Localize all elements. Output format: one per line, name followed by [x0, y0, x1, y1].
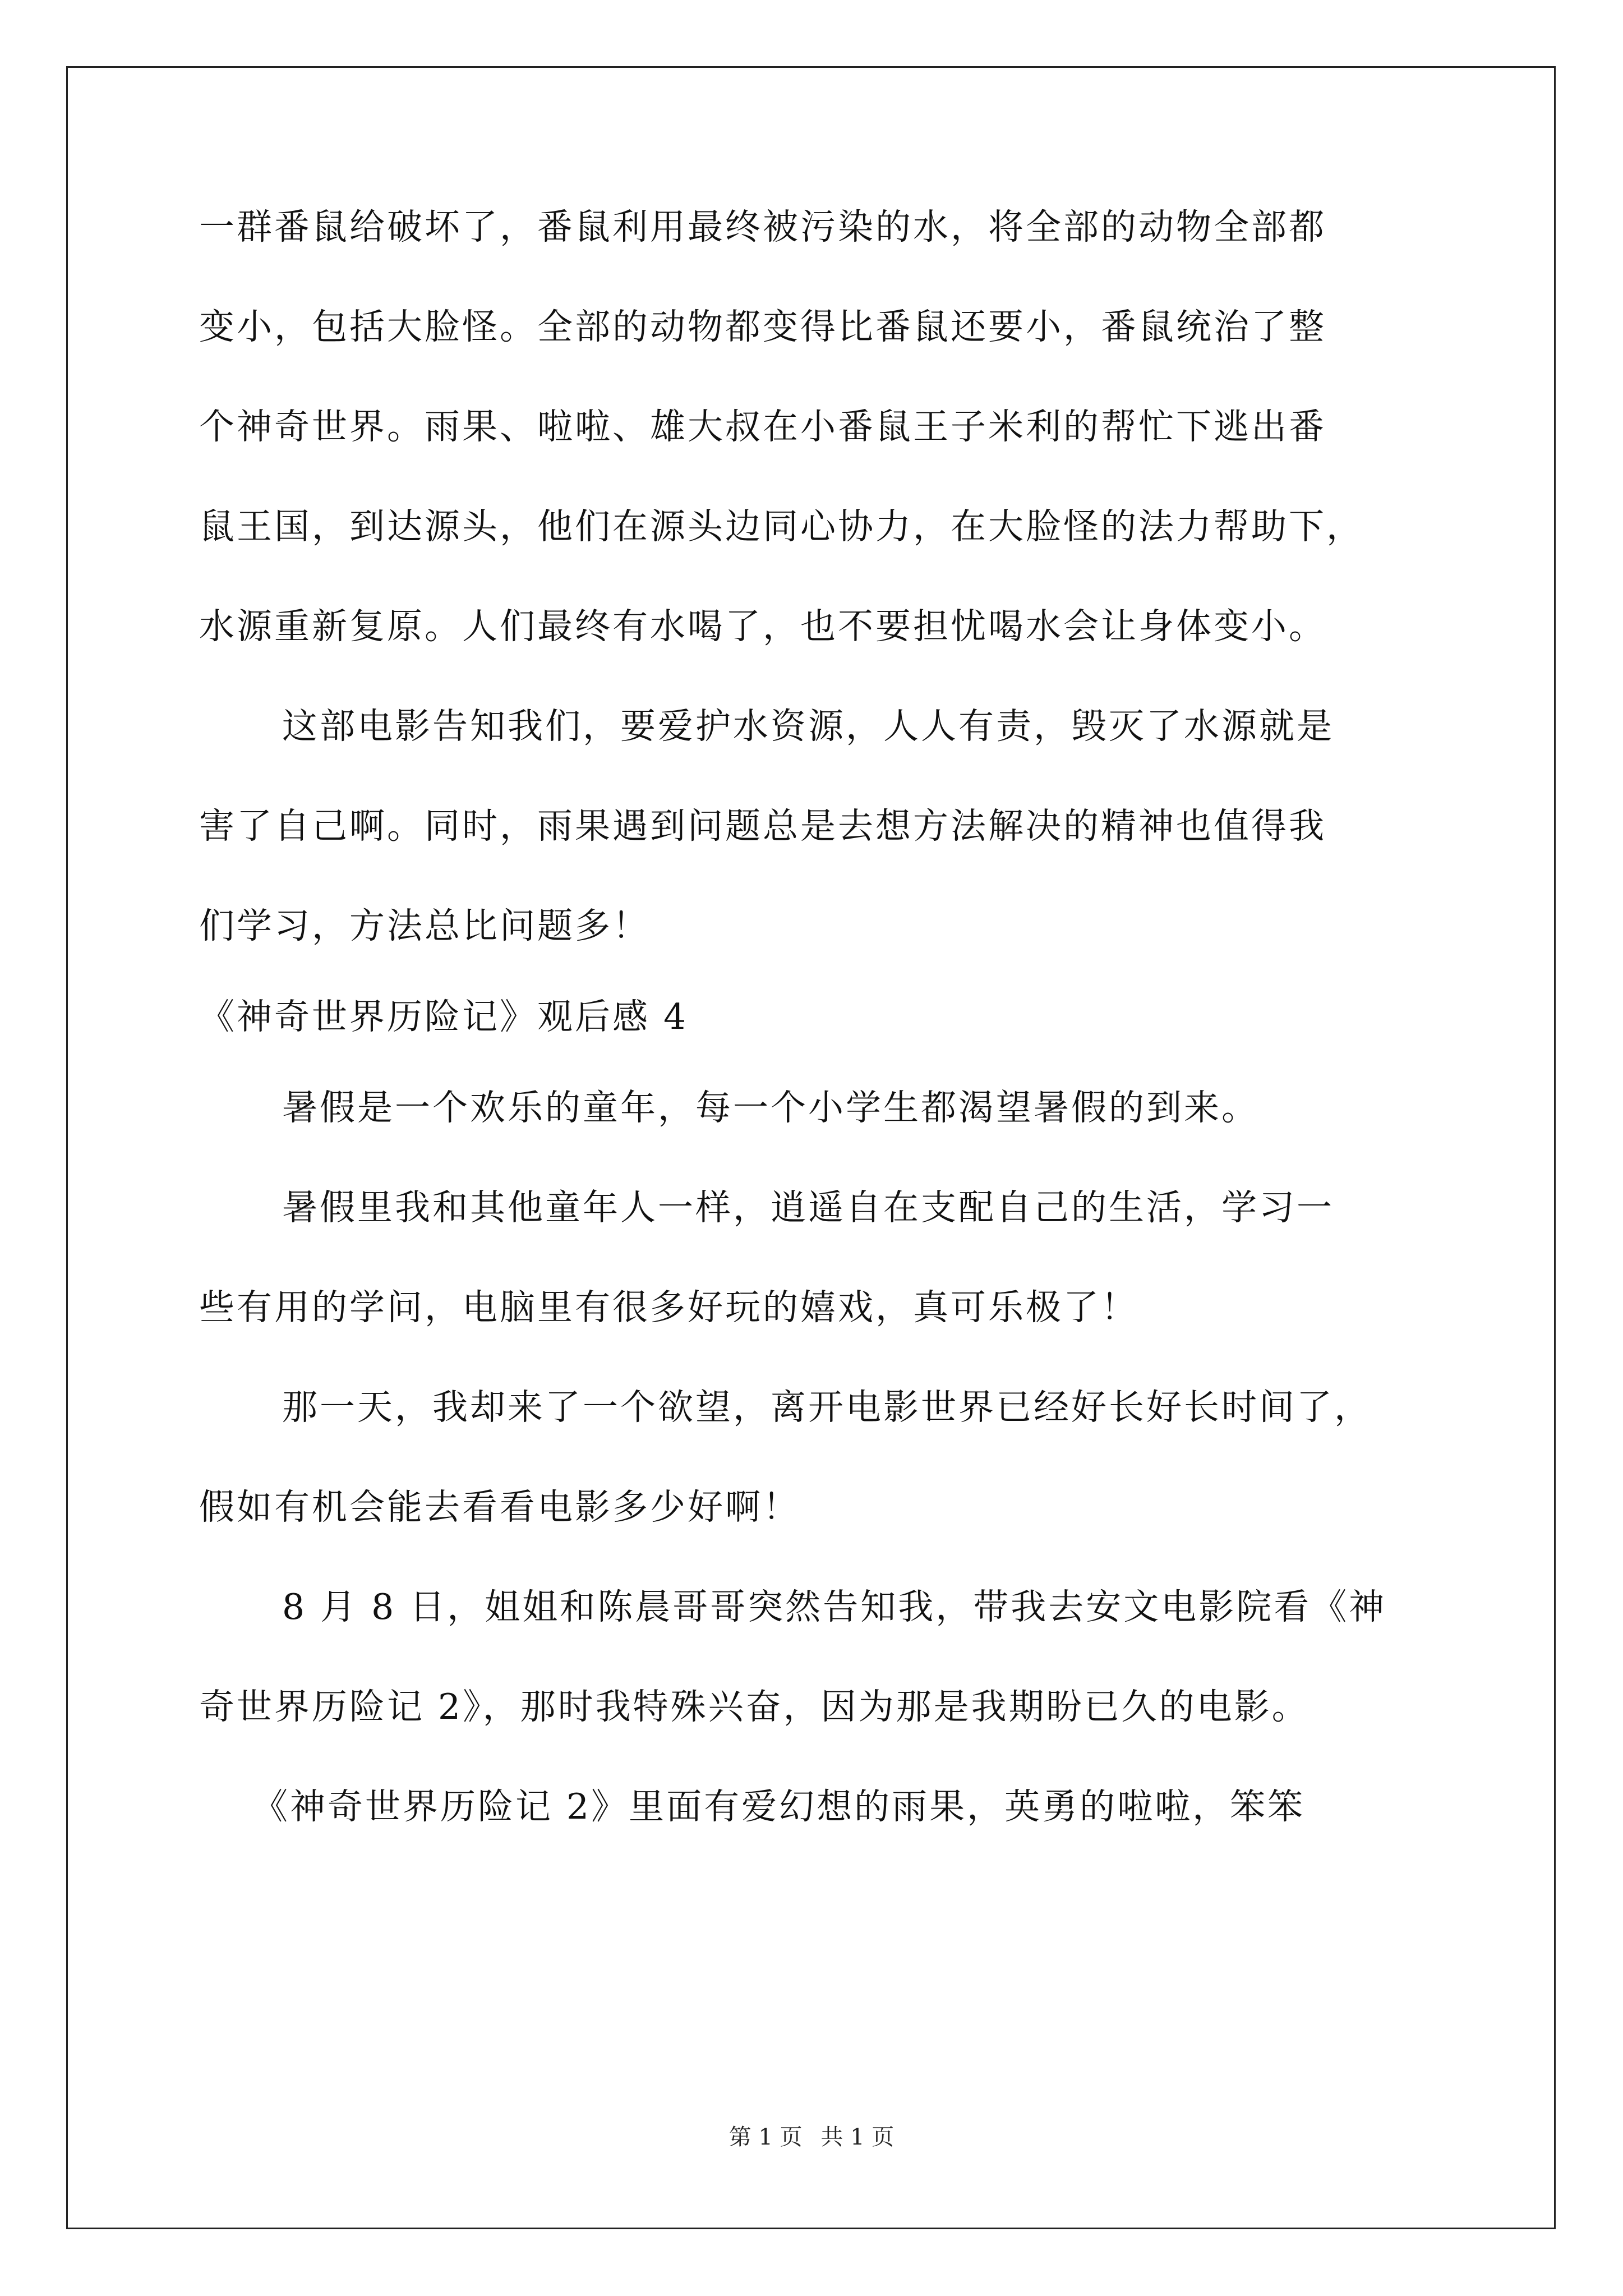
page-border	[66, 66, 1556, 2229]
page-number-total: 共 1 页	[820, 2124, 895, 2150]
paragraph-line: 这部电影告知我们，要爱护水资源，人人有责，毁灭了水源就是	[282, 706, 1334, 747]
paragraph-line: 个神奇世界。雨果、啦啦、雄大叔在小番鼠王子米利的帮忙下逃出番	[199, 406, 1326, 447]
paragraph-line: 鼠王国，到达源头，他们在源头边同心协力，在大脸怪的法力帮助下，	[199, 506, 1364, 547]
paragraph-line: 一群番鼠给破坏了，番鼠利用最终被污染的水，将全部的动物全部都	[199, 206, 1326, 247]
paragraph-line: 暑假里我和其他童年人一样，逍遥自在支配自己的生活，学习一	[282, 1187, 1334, 1228]
paragraph-line: 变小，包括大脸怪。全部的动物都变得比番鼠还要小，番鼠统治了整	[199, 306, 1326, 347]
page-number-current: 第 1 页	[728, 2124, 803, 2150]
paragraph-line: 害了自己啊。同时，雨果遇到问题总是去想方法解决的精神也值得我	[199, 806, 1326, 846]
page-footer	[0, 2123, 1623, 2151]
paragraph-line: 8 月 8 日，姐姐和陈晨哥哥突然告知我，带我去安文电影院看《神	[282, 1586, 1387, 1627]
paragraph-line: 《神奇世界历险记 2》里面有爱幻想的雨果，英勇的啦啦，笨笨	[252, 1786, 1306, 1827]
paragraph-line: 些有用的学问，电脑里有很多好玩的嬉戏，真可乐极了！	[199, 1287, 1138, 1328]
section-heading: 《神奇世界历险记》观后感 4	[199, 996, 689, 1037]
paragraph-line: 奇世界历险记 2》，那时我特殊兴奋，因为那是我期盼已久的电影。	[199, 1686, 1310, 1727]
paragraph-line: 水源重新复原。人们最终有水喝了，也不要担忧喝水会让身体变小。	[199, 606, 1326, 647]
paragraph-line: 假如有机会能去看看电影多少好啊！	[199, 1487, 800, 1527]
paragraph-line: 们学习，方法总比问题多！	[199, 905, 650, 946]
paragraph-line: 那一天，我却来了一个欲望，离开电影世界已经好长好长时间了，	[282, 1387, 1372, 1428]
paragraph-line: 暑假是一个欢乐的童年，每一个小学生都渴望暑假的到来。	[282, 1087, 1259, 1128]
